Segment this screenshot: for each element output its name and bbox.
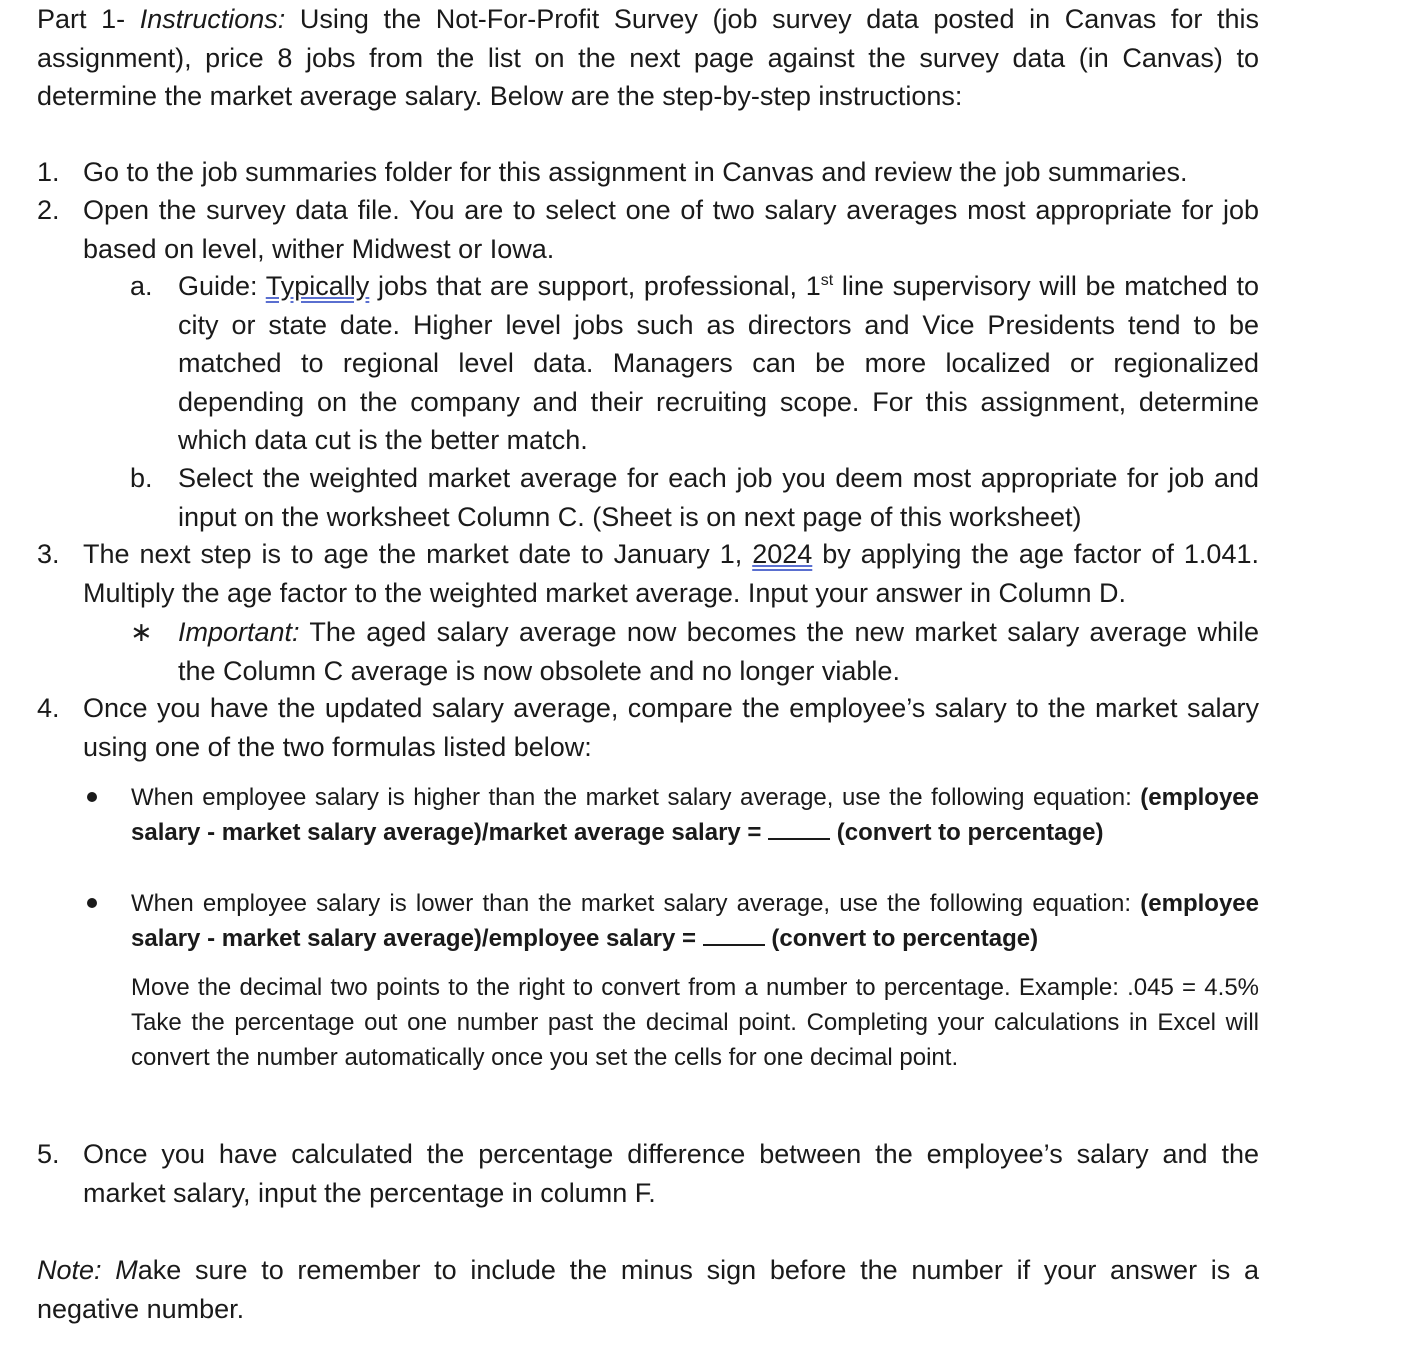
bullet-text [131, 780, 1259, 850]
substep-number: b. [130, 463, 153, 493]
answer-blank [703, 926, 765, 946]
part-label: Part 1- [37, 4, 140, 34]
substep-number: a. [130, 271, 153, 301]
formula-tail: (convert to percentage) [830, 819, 1104, 846]
substep-text [178, 267, 1259, 460]
step-text: Once you have the updated salary average, compare the employee’s salary to the market salary using one of the two formulas listed below: [83, 693, 1259, 762]
formula-text: (employee salary - market salary average)/market average salary = [131, 784, 1259, 846]
note-label: Note: M [37, 1255, 138, 1285]
substep-a-text-2: line supervisory will be matched to city or state date. Higher level jobs such as directors and Vice Presidents tend to be matched to regional level data. Managers can be more localized or regionalized depending on the company and their recruiting scope. For this assignment, determine which data cut is the better match. [178, 271, 1260, 455]
asterisk-icon: ∗ [130, 617, 153, 647]
substep-a-text-1: jobs that are support, professional, 1 [369, 271, 821, 301]
step-3-text-before: The next step is to age the market date to January 1, [83, 539, 753, 569]
step-text: Open the survey data file. You are to select one of two salary averages most appropriate for job based on level, wither Midwest or Iowa. [83, 195, 1259, 264]
year-2024: 2024 [752, 539, 813, 569]
answer-blank [768, 820, 830, 840]
bullet-icon [87, 792, 97, 802]
bullet-icon [87, 898, 97, 908]
conversion-note: Move the decimal two points to the right to convert from a number to percentage. Example: .045 = 4.5% Take the percentage out one number past the decimal point. Completing your calculations in Excel will convert the number automatically once you set the cells for one decimal point. [131, 974, 1259, 1071]
important-text [178, 613, 1259, 690]
formula-bullet-lower [83, 886, 1259, 956]
important-note [130, 613, 1259, 690]
step-number: 1. [37, 157, 60, 187]
step-5 [37, 1135, 1259, 1212]
step-number: 4. [37, 693, 60, 723]
step-1 [37, 153, 1259, 192]
formula-bullet-higher [83, 780, 1259, 850]
formula-tail: (convert to percentage) [764, 925, 1039, 952]
important-body: The aged salary average now becomes the new market salary average while the Column C average is now obsolete and no longer viable. [178, 617, 1259, 686]
step-4 [37, 689, 1259, 766]
step-text [83, 535, 1259, 612]
important-label: Important: [178, 617, 300, 647]
step-number: 3. [37, 539, 60, 569]
ordinal-suffix: st [820, 272, 834, 289]
substep-a [130, 267, 1259, 460]
bullet-lead: When employee salary is lower than the market salary average, use the following equation: [131, 890, 1141, 917]
substep-text: Select the weighted market average for each job you deem most appropriate for job and input on the worksheet Column C. (Sheet is on next page of this worksheet) [178, 463, 1259, 532]
step-text: Once you have calculated the percentage difference between the employee’s salary and the market salary, input the percentage in column F. [83, 1139, 1259, 1208]
final-note [37, 1251, 1259, 1328]
instructions-label: Instructions: [139, 4, 286, 34]
bullet-lead: When employee salary is higher than the market salary average, use the following equation: [131, 784, 1141, 811]
intro-paragraph [37, 0, 1259, 116]
step-text: Go to the job summaries folder for this assignment in Canvas and review the job summaries. [83, 157, 1188, 187]
substep-b [130, 459, 1259, 536]
step-3-text-after: by applying the age factor of 1.041. Multiply the age factor to the weighted market average. Input your answer in Column D. [83, 539, 1259, 608]
intro-text: Using the Not-For-Profit Survey (job survey data posted in Canvas for this assignment), price 8 jobs from the list on the next page against the survey data (in Canvas) to determine the market average salary. Below are the step-by-step instructions: [37, 4, 1259, 111]
step-3 [37, 535, 1259, 612]
note-text: ake sure to remember to include the minus sign before the number if your answer is a negative number. [37, 1255, 1259, 1324]
guide-label: Guide: [178, 271, 266, 301]
step-2 [37, 191, 1259, 268]
typically-word: Typically [265, 271, 370, 301]
bullet-text [131, 886, 1259, 956]
step-number: 5. [37, 1139, 60, 1169]
step-number: 2. [37, 195, 60, 225]
formula-text: (employee salary - market salary average)/employee salary = [131, 890, 1259, 952]
